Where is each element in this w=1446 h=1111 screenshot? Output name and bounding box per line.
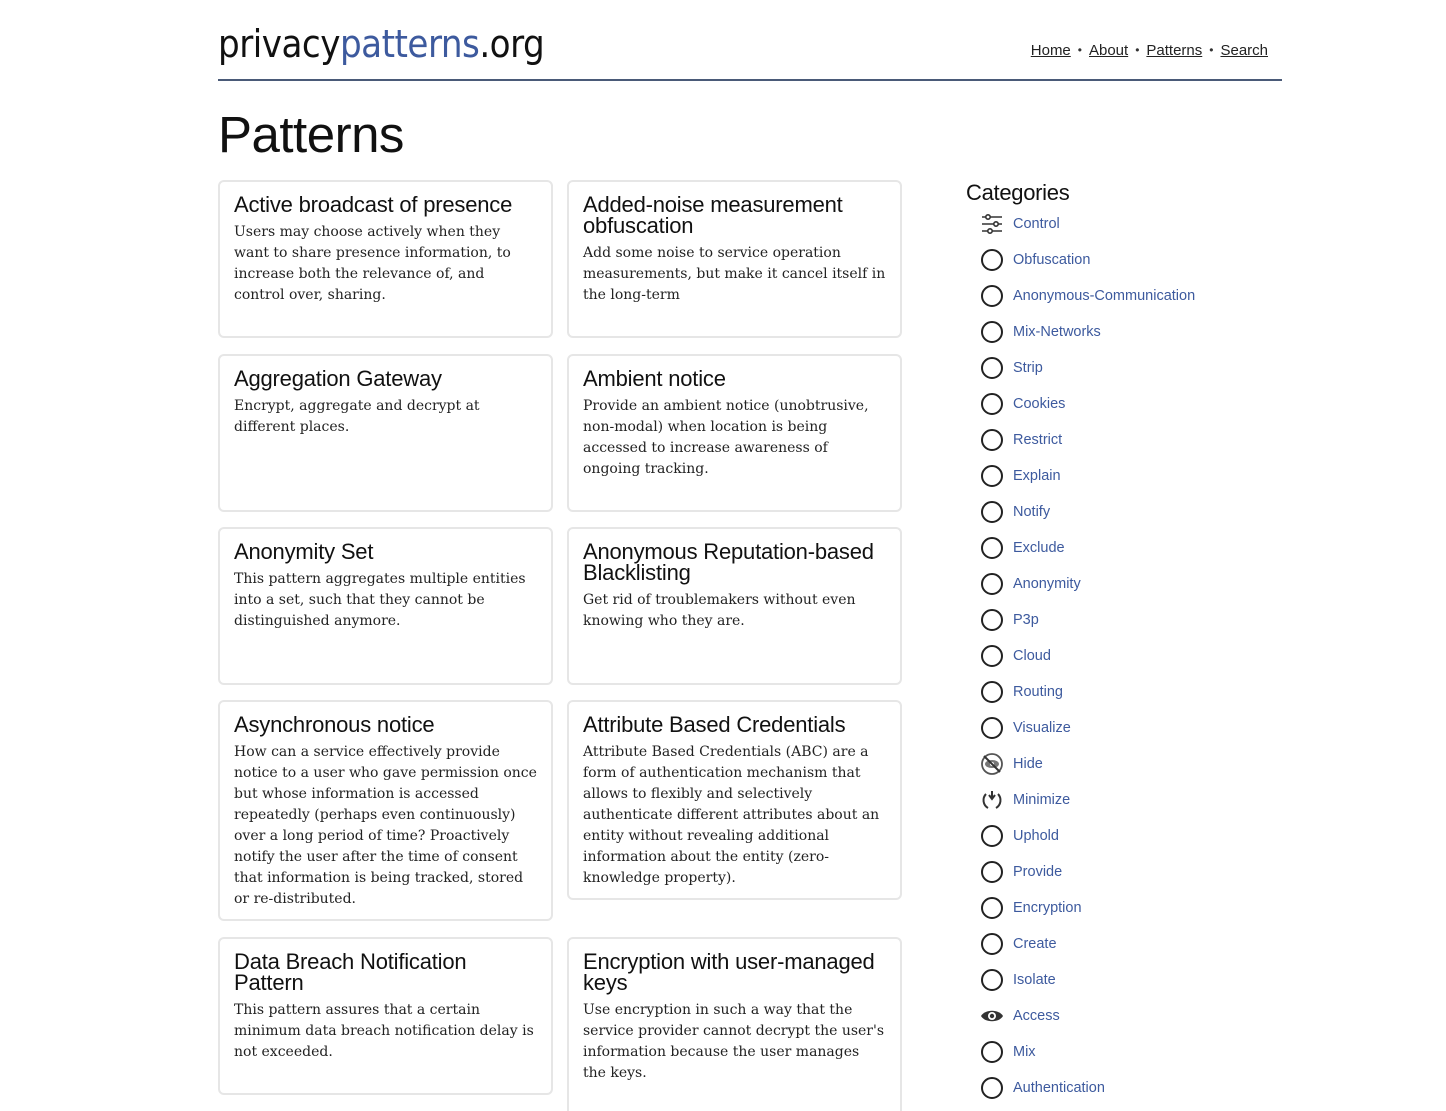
logo-org: .org — [479, 22, 545, 66]
circle-icon — [980, 680, 1004, 704]
category-item-routing — [980, 674, 1195, 710]
category-item-obfuscation — [980, 242, 1195, 278]
nav-search-link[interactable]: Search — [1220, 42, 1268, 59]
circle-icon — [980, 248, 1004, 272]
category-link[interactable]: Encryption — [1013, 900, 1082, 916]
circle-icon — [980, 932, 1004, 956]
circle-icon — [980, 968, 1004, 992]
pattern-card[interactable] — [218, 180, 553, 338]
pattern-title[interactable]: Active broadcast of presence — [234, 192, 513, 217]
category-item-mix — [980, 1034, 1195, 1070]
pattern-title[interactable]: Anonymous Reputation-based Blacklisting — [583, 539, 874, 585]
minimize-arrows-icon — [980, 788, 1004, 812]
pattern-card[interactable] — [567, 527, 902, 685]
pattern-title[interactable]: Ambient notice — [583, 366, 726, 391]
pattern-title[interactable]: Encryption with user-managed keys — [583, 949, 875, 995]
category-item-restrict — [980, 422, 1195, 458]
circle-icon — [980, 644, 1004, 668]
circle-icon — [980, 608, 1004, 632]
category-item-control — [980, 206, 1195, 242]
circle-icon — [980, 572, 1004, 596]
pattern-title[interactable]: Aggregation Gateway — [234, 366, 442, 391]
eye-icon — [980, 1004, 1004, 1028]
category-link[interactable]: Authentication — [1013, 1080, 1105, 1096]
logo-privacy: privacy — [218, 22, 340, 66]
categories-list — [980, 206, 1195, 1106]
sliders-icon — [980, 212, 1004, 236]
circle-icon — [980, 896, 1004, 920]
category-item-mix-networks — [980, 314, 1195, 350]
pattern-description: Encrypt, aggregate and decrypt at different places. — [234, 398, 480, 435]
pattern-card[interactable] — [218, 700, 553, 921]
category-item-strip — [980, 350, 1195, 386]
category-item-p3p — [980, 602, 1195, 638]
pattern-card[interactable] — [567, 354, 902, 512]
circle-icon — [980, 824, 1004, 848]
category-item-notify — [980, 494, 1195, 530]
circle-icon — [980, 284, 1004, 308]
category-link[interactable]: Anonymity — [1013, 576, 1081, 592]
category-link[interactable]: Control — [1013, 216, 1060, 232]
circle-icon — [980, 356, 1004, 380]
pattern-card[interactable] — [218, 527, 553, 685]
category-link[interactable]: Explain — [1013, 468, 1061, 484]
category-item-cookies — [980, 386, 1195, 422]
eye-slash-icon — [980, 752, 1004, 776]
pattern-description: This pattern aggregates multiple entities into a set, such that they cannot be distinguished anymore. — [234, 571, 526, 629]
category-link[interactable]: Cookies — [1013, 396, 1066, 412]
category-link[interactable]: Create — [1013, 936, 1057, 952]
circle-icon — [980, 320, 1004, 344]
pattern-card[interactable] — [218, 354, 553, 512]
category-link[interactable]: Uphold — [1013, 828, 1059, 844]
category-link[interactable]: Cloud — [1013, 648, 1051, 664]
page-title: Patterns — [218, 106, 404, 163]
site-logo[interactable] — [218, 22, 544, 66]
category-link[interactable]: Restrict — [1013, 432, 1063, 448]
category-item-provide — [980, 854, 1195, 890]
pattern-title[interactable]: Asynchronous notice — [234, 712, 435, 737]
category-link[interactable]: Routing — [1013, 684, 1063, 700]
category-link[interactable]: Access — [1013, 1008, 1060, 1024]
nav-separator: • — [1077, 43, 1082, 57]
pattern-description: This pattern assures that a certain minimum data breach notification delay is not exceeded. — [234, 1002, 534, 1060]
category-link[interactable]: Hide — [1013, 756, 1043, 772]
pattern-title[interactable]: Added-noise measurement obfuscation — [583, 192, 843, 238]
category-item-visualize — [980, 710, 1195, 746]
category-item-hide — [980, 746, 1195, 782]
category-link[interactable]: Notify — [1013, 504, 1051, 520]
pattern-title[interactable]: Attribute Based Credentials — [583, 712, 846, 737]
circle-icon — [980, 536, 1004, 560]
category-item-anonymous-communication — [980, 278, 1195, 314]
category-item-uphold — [980, 818, 1195, 854]
circle-icon — [980, 464, 1004, 488]
category-link[interactable]: Obfuscation — [1013, 252, 1091, 268]
category-link[interactable]: Isolate — [1013, 972, 1056, 988]
category-item-isolate — [980, 962, 1195, 998]
pattern-description: Users may choose actively when they want to share presence information, to increase both the relevance of, and control over, sharing. — [234, 224, 511, 303]
category-link[interactable]: Visualize — [1013, 720, 1071, 736]
pattern-card[interactable] — [567, 700, 902, 900]
category-item-create — [980, 926, 1195, 962]
nav-separator: • — [1135, 43, 1140, 57]
circle-icon — [980, 392, 1004, 416]
circle-icon — [980, 500, 1004, 524]
category-item-explain — [980, 458, 1195, 494]
pattern-description: Get rid of troublemakers without even knowing who they are. — [583, 592, 856, 629]
category-item-authentication — [980, 1070, 1195, 1106]
category-item-anonymity — [980, 566, 1195, 602]
category-item-encryption — [980, 890, 1195, 926]
logo-patterns: patterns — [339, 22, 480, 66]
category-link[interactable]: Anonymous-Communication — [1013, 288, 1196, 304]
nav-home-link[interactable]: Home — [1030, 42, 1071, 59]
pattern-description: Use encryption in such a way that the service provider cannot decrypt the user's information because the user manages the keys. — [583, 1002, 885, 1081]
nav-separator: • — [1209, 43, 1214, 57]
category-link[interactable]: Mix — [1013, 1044, 1036, 1060]
pattern-card[interactable] — [567, 180, 902, 338]
category-item-access — [980, 998, 1195, 1034]
circle-icon — [980, 1040, 1004, 1064]
pattern-description: Add some noise to service operation measurements, but make it cancel itself in the long-term — [583, 245, 886, 303]
pattern-description: Attribute Based Credentials (ABC) are a form of authentication mechanism that allows to flexibly and selectively authenticate different attributes about an entity without revealing additional information about the entity (zero-knowledge property). — [583, 744, 880, 886]
category-item-exclude — [980, 530, 1195, 566]
category-item-minimize — [980, 782, 1195, 818]
category-link[interactable]: Provide — [1013, 864, 1063, 880]
category-link[interactable]: Exclude — [1013, 540, 1065, 556]
category-link[interactable]: P3p — [1013, 612, 1039, 628]
categories-sidebar — [966, 180, 1266, 1096]
pattern-description: How can a service effectively provide notice to a user who gave permission once but whose information is accessed repeatedly (perhaps even continuously) over a long period of time? Proactively notify the user after the time of consent that information is being tracked, stored or re-distributed. — [234, 744, 537, 907]
category-link[interactable]: Minimize — [1013, 792, 1071, 808]
category-item-cloud — [980, 638, 1195, 674]
pattern-title[interactable]: Data Breach Notification Pattern — [234, 949, 467, 995]
circle-icon — [980, 860, 1004, 884]
nav-about-link[interactable]: About — [1088, 42, 1129, 59]
main-nav — [1031, 42, 1268, 59]
site-header — [218, 22, 1282, 81]
pattern-description: Provide an ambient notice (unobtrusive, non-modal) when location is being accessed to increase awareness of ongoing tracking. — [583, 398, 869, 477]
circle-icon — [980, 1076, 1004, 1100]
nav-patterns-link[interactable]: Patterns — [1146, 42, 1203, 59]
category-link[interactable]: Strip — [1013, 360, 1043, 376]
category-link[interactable]: Mix-Networks — [1013, 324, 1101, 340]
pattern-card[interactable] — [567, 937, 902, 1111]
pattern-card[interactable] — [218, 937, 553, 1095]
circle-icon — [980, 716, 1004, 740]
categories-heading: Categories — [966, 180, 1070, 205]
circle-icon — [980, 428, 1004, 452]
pattern-title[interactable]: Anonymity Set — [234, 539, 374, 564]
